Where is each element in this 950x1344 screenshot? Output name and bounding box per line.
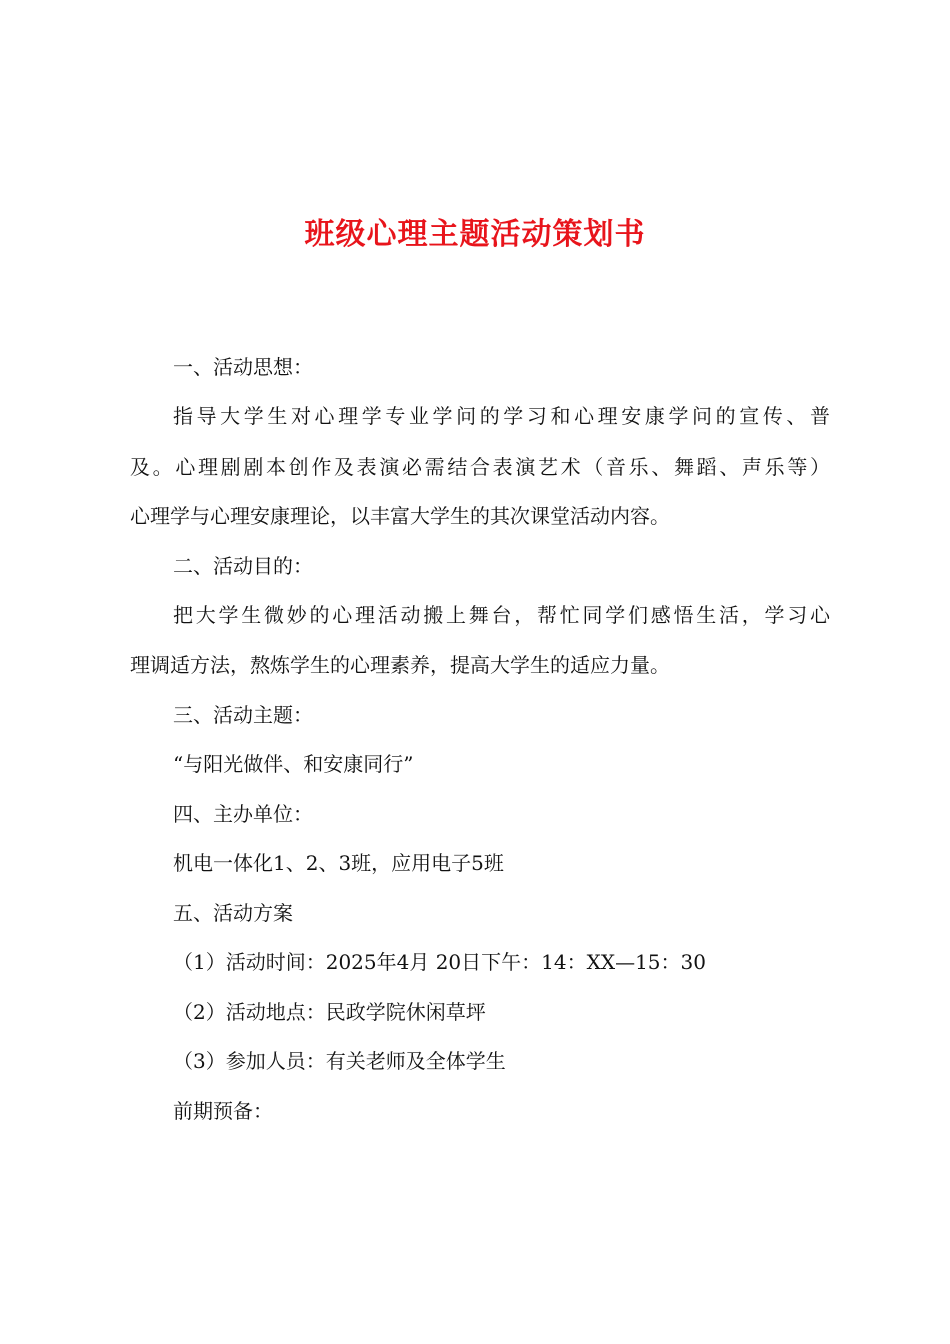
paragraph-line: 指导大学生对心理学专业学问的学习和心理安康学问的宣传、普: [173, 404, 830, 428]
section-heading-purpose: 二、活动目的：: [173, 554, 313, 578]
plan-item-participants: （3）参加人员：有关老师及全体学生: [173, 1049, 506, 1073]
plan-item-time: （1）活动时间：2025年4月 20日下午：14：XX—15：30: [173, 950, 706, 974]
paragraph-line: 理调适方法，熬炼学生的心理素养，提高大学生的适应力量。: [130, 653, 670, 677]
theme-text: “与阳光做伴、和安康同行”: [173, 752, 414, 776]
section-heading-organizer: 四、主办单位：: [173, 802, 313, 826]
plan-item-location: （2）活动地点：民政学院休闲草坪: [173, 1000, 486, 1024]
section-heading-preparation: 前期预备：: [173, 1099, 273, 1123]
paragraph-line: 心理学与心理安康理论，以丰富大学生的其次课堂活动内容。: [130, 504, 670, 528]
paragraph-line: 及。心理剧剧本创作及表演必需结合表演艺术（音乐、舞蹈、声乐等）: [130, 455, 830, 479]
section-heading-theme: 三、活动主题：: [173, 703, 313, 727]
document-title: 班级心理主题活动策划书: [304, 217, 646, 252]
section-heading-idea: 一、活动思想：: [173, 355, 313, 379]
section-heading-plan: 五、活动方案: [173, 901, 293, 925]
organizer-text: 机电一体化1、2、3班，应用电子5班: [173, 851, 504, 875]
paragraph-line: 把大学生微妙的心理活动搬上舞台，帮忙同学们感悟生活，学习心: [173, 603, 830, 627]
